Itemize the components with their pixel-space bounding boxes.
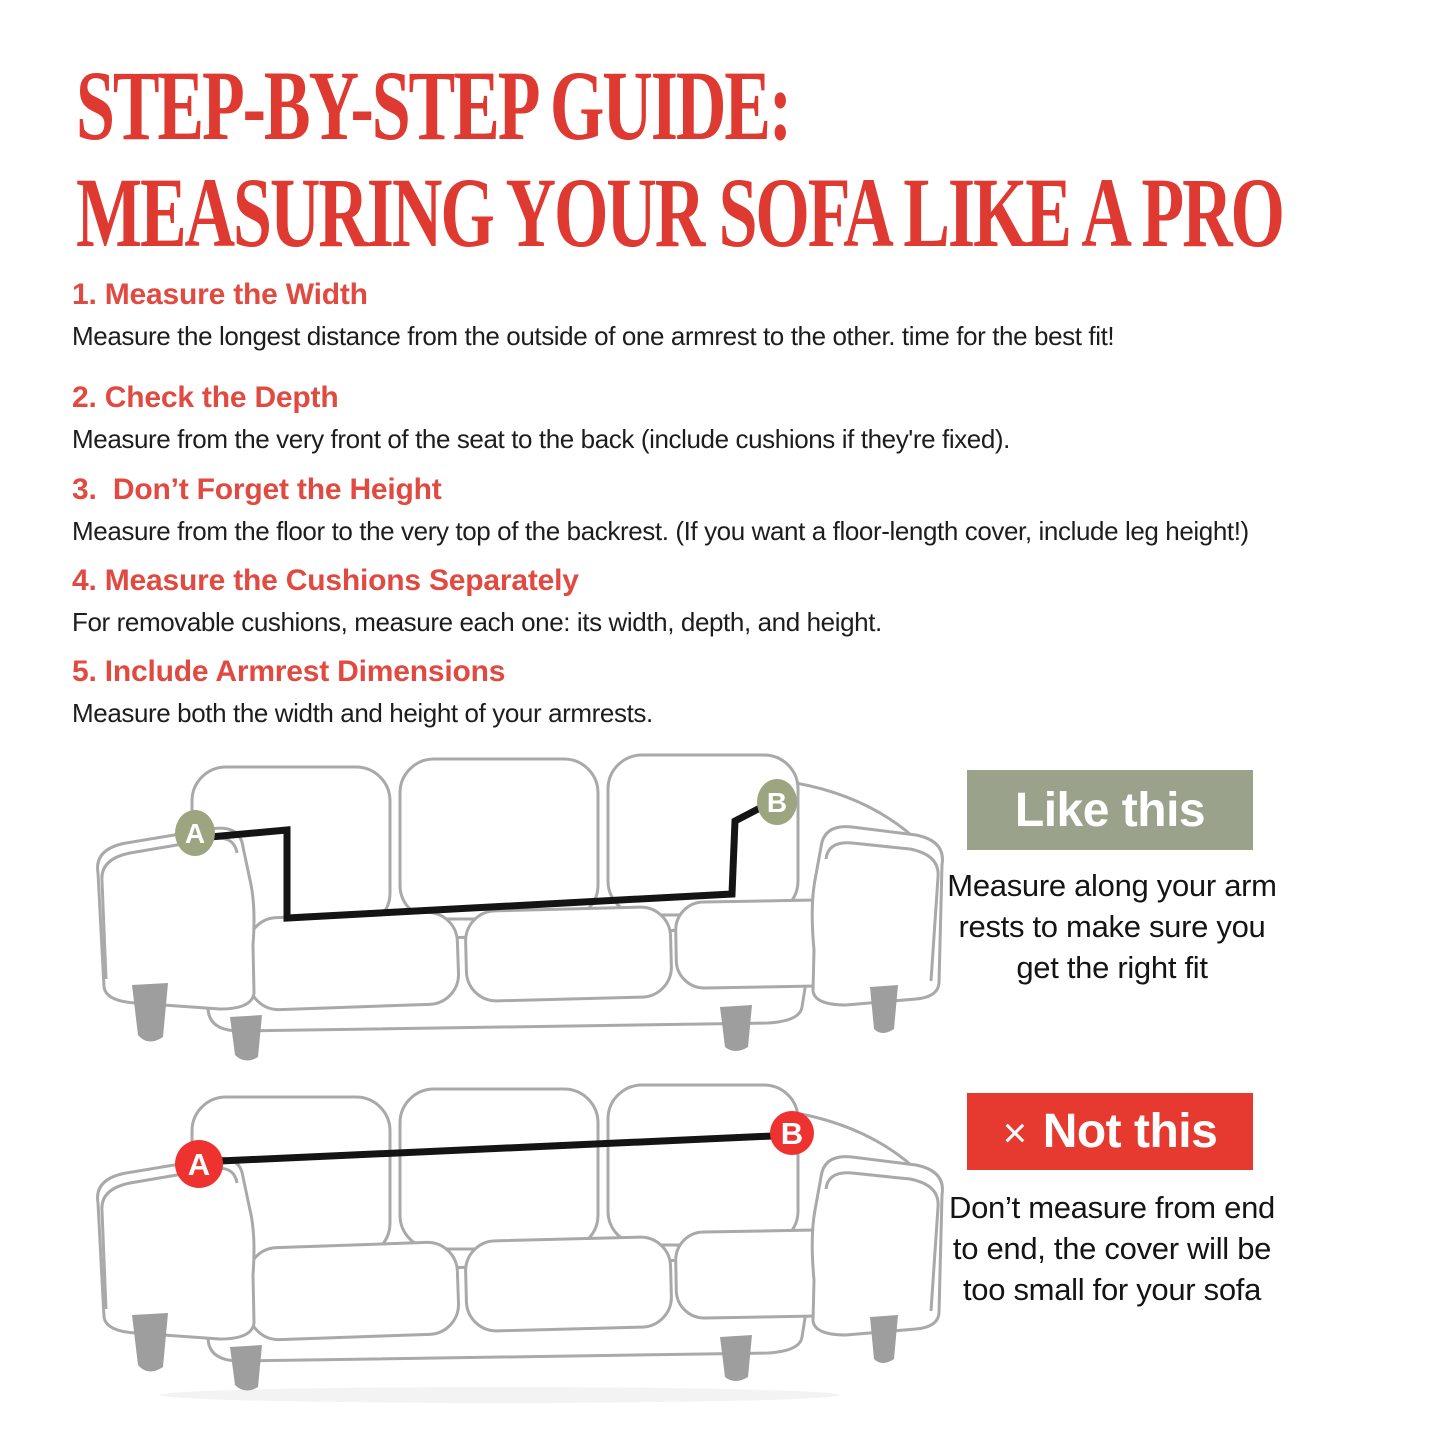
marker-b-bad-label: B	[780, 1116, 804, 1151]
step-5-body: Measure both the width and height of your armrests.	[72, 698, 653, 729]
marker-b-good	[757, 779, 797, 825]
not-this-caption-line2: to end, the cover will be	[952, 1230, 1272, 1266]
step-4-body: For removable cushions, measure each one: its width, depth, and height.	[72, 606, 882, 637]
not-this-caption	[912, 1188, 1312, 1311]
marker-a-good-label: A	[184, 818, 206, 849]
not-this-caption-line3: too small for your sofa	[962, 1271, 1262, 1307]
like-this-caption-line3: get the right fit	[1016, 949, 1208, 985]
step-2-body: Measure from the very front of the seat to the back (include cushions if they're fixed).	[72, 424, 1011, 455]
not-this-caption-line1: Don’t measure from end	[949, 1190, 1275, 1225]
like-this-badge	[967, 770, 1253, 850]
step-5-heading: 5. Include Armrest Dimensions	[72, 655, 506, 689]
step-1-heading: 1. Measure the Width	[72, 278, 368, 311]
marker-a-bad-label: A	[187, 1147, 211, 1182]
step-3-body: Measure from the floor to the very top of the backrest. (If you want a floor-length cover, include leg height!)	[72, 515, 1249, 546]
page-title-line1: STEP-BY-STEP GUIDE:	[76, 50, 791, 161]
page-title-line2: MEASURING YOUR SOFA LIKE A PRO	[76, 157, 1283, 268]
x-cross-icon: ×	[1002, 1108, 1027, 1156]
not-this-badge	[967, 1093, 1253, 1170]
like-this-caption	[912, 866, 1312, 989]
marker-a-bad	[175, 1140, 223, 1188]
like-this-badge-label: Like this	[1014, 783, 1206, 837]
marker-b-good-label: B	[766, 787, 788, 818]
page-title	[76, 52, 1283, 266]
sofa-correct-illustration	[80, 745, 960, 1075]
like-this-caption-line1: Measure along your arm	[947, 868, 1277, 903]
steps-list	[72, 278, 1412, 730]
like-this-caption-line2: rests to make sure you	[958, 908, 1266, 944]
step-4-heading: 4. Measure the Cushions Separately	[72, 563, 579, 597]
marker-a-good	[175, 810, 215, 856]
sofa-wrong-illustration	[80, 1075, 960, 1405]
step-1-body: Measure the longest distance from the outside of one armrest to the other. time for the best fit!	[72, 321, 1115, 351]
marker-b-bad	[770, 1111, 814, 1155]
step-3-heading: 3. Don’t Forget the Height	[72, 472, 442, 506]
step-2-heading: 2. Check the Depth	[72, 381, 339, 415]
not-this-badge-label: Not this	[1042, 1105, 1218, 1158]
